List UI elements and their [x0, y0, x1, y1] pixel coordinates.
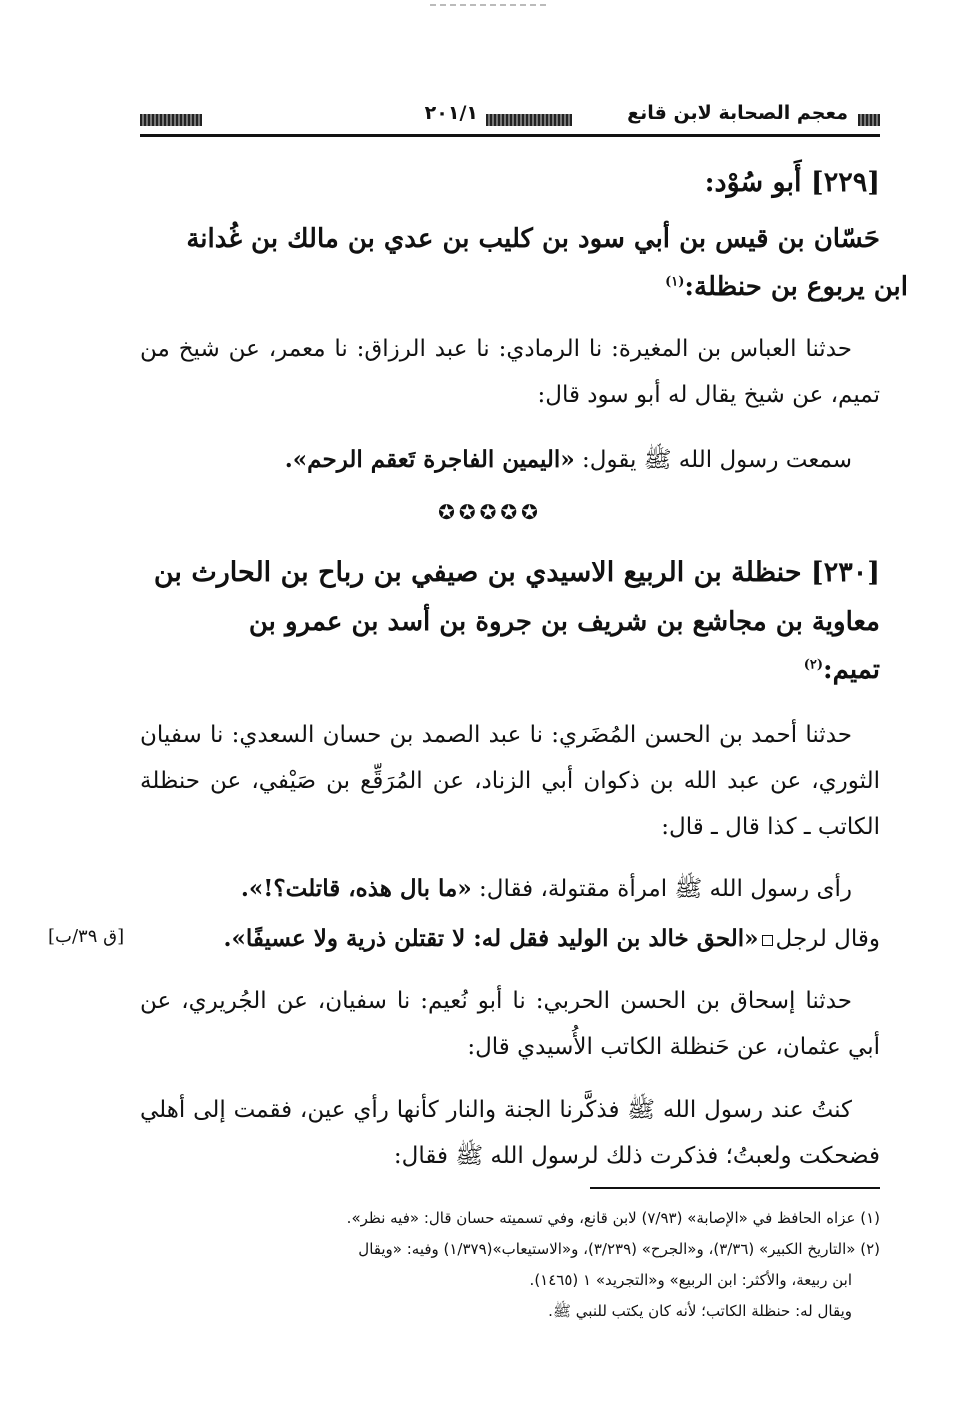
entry-229-lineage-line2: [140, 263, 908, 311]
header-rule: [140, 134, 880, 137]
entry-229-lineage-line1: حَسّان بن قيس بن أبي سود بن كليب بن عدي بن مالك بن غُدانة: [186, 224, 880, 254]
footnote-divider: [590, 1187, 880, 1189]
entry-230-matn-1b-lead: وقال لرجل: [775, 926, 880, 952]
entry-229-hadith-text: «اليمين الفاجرة تَعقم الرحم».: [284, 446, 575, 473]
entry-230-hadith-1b-text: «الحق خالد بن الوليد فقل له: لا تقتلن ذرية ولا عسيفًا».: [223, 925, 759, 952]
manuscript-folio-ref: [ق ٣٩/ب]: [48, 926, 125, 947]
header-ornament-middle: [486, 114, 572, 126]
page-number: ٢٠١/١: [424, 102, 478, 124]
entry-230-lineage: [140, 598, 908, 694]
entry-229-lineage: [140, 215, 908, 311]
footnote-ref-2[interactable]: (٢): [803, 657, 823, 673]
page-header: [140, 100, 880, 136]
scan-artifact: [430, 4, 550, 6]
footnotes: [140, 1203, 880, 1327]
entry-230-matn-1-lead: رأى رسول الله ﷺ امرأة مقتولة، فقال:: [479, 876, 852, 902]
footnote-2-line-3: ويقال له: حنظلة الكاتب؛ لأنه كان يكتب للنبي ﷺ.: [548, 1302, 852, 1320]
header-ornament-right: [858, 114, 880, 126]
entry-230-title: [٢٣٠] حنظلة بن الربيع الاسيدي بن صيفي بن رباح بن الحارث بن: [153, 557, 880, 588]
entry-230-hadith-1-text: «ما بال هذه، قاتلت؟!».: [240, 875, 472, 902]
footnote-1: (١) عزاه الحافظ في «الإصابة» (٧/٩٣) لابن قانع، وفي تسميته حسان قال: «فيه نظر».: [346, 1209, 880, 1227]
entry-230-matn-1b: [140, 916, 880, 962]
entry-230-lineage-line1: معاوية بن مجاشع بن شريف بن جروة بن أسد بن عمرو بن: [248, 607, 880, 637]
entry-230-matn-2: كنتُ عند رسول الله ﷺ فذكَّرنا الجنة والنار كأنها رأي عين، فقمت إلى أهلي فضحكت ولعبتُ؛ فذكرت ذلك لرسول الله ﷺ فقال:: [140, 1097, 880, 1169]
entry-230-lineage-text: تميم:: [822, 655, 880, 685]
entry-229-title: [٢٢٩] أَبو سُوْد:: [704, 167, 880, 198]
footnote-ref-1[interactable]: (١): [665, 274, 685, 290]
entry-230-matn-1: [140, 866, 880, 912]
entry-230-isnad-1: حدثنا أحمد بن الحسن المُضَري: نا عبد الصمد بن حسان السعدي: نا سفيان الثوري، عن عبد الله بن ذكوان أبي الزناد، عن المُرَقِّع بن صَيْفي، عن حنظلة الكاتب ـ كذا قال ـ قال:: [140, 722, 880, 840]
book-title: معجم الصحابة لابن قانع: [627, 102, 848, 124]
manuscript-marker-icon: [762, 935, 773, 946]
footnote-2-line-2: ابن ربيعة، والأكثر: ابن الربيع» و«التجريد» ١ (١٤٦٥).: [529, 1271, 852, 1289]
header-ornament-left: [140, 114, 202, 126]
section-separator: ✪✪✪✪✪: [438, 500, 542, 524]
footnote-2-line-1: (٢) «التاريخ الكبير» (٣/٣٦)، و«الجرح» (٣/٢٣٩)، و«الاستيعاب»(١/٣٧٩) وفيه: «ويقال: [358, 1240, 880, 1258]
entry-230-lineage-line2: [140, 646, 880, 694]
entry-229-isnad: حدثنا العباس بن المغيرة: نا الرمادي: نا عبد الرزاق: نا معمر، عن شيخ من تميم، عن شيخ يقال له أبو سود قال:: [140, 336, 880, 408]
entry-229-lineage-text: ابن يربوع بن حنظلة:: [684, 272, 908, 302]
entry-229-matn: [140, 437, 880, 483]
entry-230-isnad-2: حدثنا إسحاق بن الحسن الحربي: نا أبو نُعيم: نا سفيان، عن الجُريري، عن أبي عثمان، عن حَنظلة الكاتب الأُسيدي قال:: [140, 988, 880, 1060]
entry-229-matn-lead: سمعت رسول الله ﷺ يقول:: [582, 447, 852, 473]
